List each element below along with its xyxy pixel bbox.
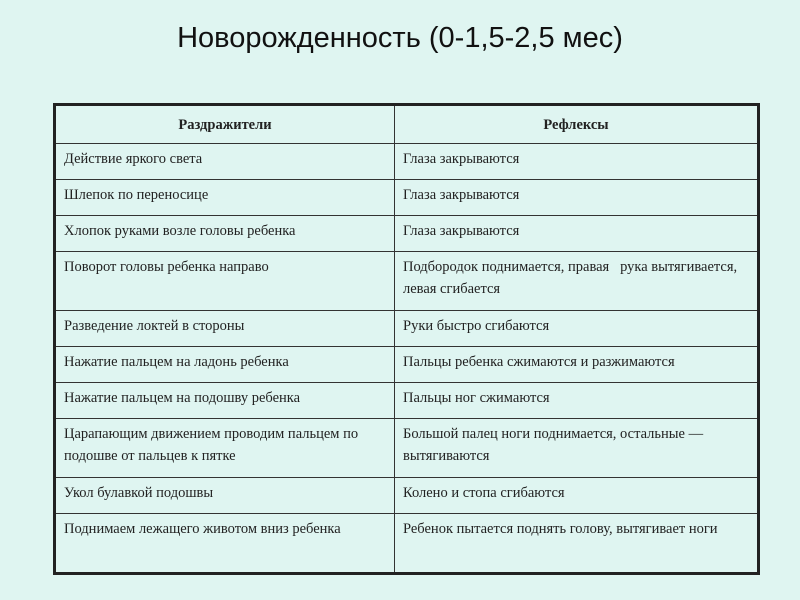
stimulus-cell: Поворот головы ребенка направо — [55, 252, 395, 311]
stimulus-cell: Хлопок руками возле головы ребенка — [55, 216, 395, 252]
table-row — [55, 180, 759, 216]
table-row — [55, 419, 759, 478]
slide-title: Новорожденность (0-1,5-2,5 мес) — [177, 22, 623, 54]
stimulus-cell: Царапающим движением проводим пальцем по подошве от пальцев к пятке — [55, 419, 395, 478]
reflex-cell: Руки быстро сгибаются — [395, 311, 759, 347]
reflex-cell: Подбородок поднимается, правая рука вытягивается, левая сгибается — [395, 252, 759, 311]
reflex-cell: Пальцы ребенка сжимаются и разжимаются — [395, 347, 759, 383]
reflex-cell: Глаза закрываются — [395, 144, 759, 180]
header-stimuli: Раздражители — [55, 105, 395, 144]
reflex-cell: Глаза закрываются — [395, 216, 759, 252]
table-row — [55, 478, 759, 514]
table-row — [55, 252, 759, 311]
stimulus-cell: Разведение локтей в стороны — [55, 311, 395, 347]
stimulus-cell: Шлепок по переносице — [55, 180, 395, 216]
stimulus-cell: Действие яркого света — [55, 144, 395, 180]
table-header-row — [55, 105, 759, 144]
reflex-cell: Глаза закрываются — [395, 180, 759, 216]
reflex-cell: Колено и стопа сгибаются — [395, 478, 759, 514]
stimulus-cell: Поднимаем лежащего животом вниз ребенка — [55, 514, 395, 574]
header-reflexes: Рефлексы — [395, 105, 759, 144]
stimulus-cell: Нажатие пальцем на ладонь ребенка — [55, 347, 395, 383]
table-row — [55, 144, 759, 180]
reflex-cell: Ребенок пытается поднять голову, вытягивает ноги — [395, 514, 759, 574]
reflex-cell: Пальцы ног сжимаются — [395, 383, 759, 419]
table-row — [55, 514, 759, 574]
table-row — [55, 216, 759, 252]
stimulus-cell: Нажатие пальцем на подошву ребенка — [55, 383, 395, 419]
table-row — [55, 383, 759, 419]
stimulus-cell: Укол булавкой подошвы — [55, 478, 395, 514]
table-row — [55, 311, 759, 347]
reflex-table — [53, 103, 760, 575]
table-row — [55, 347, 759, 383]
reflex-cell: Большой палец ноги поднимается, остальные — вытягиваются — [395, 419, 759, 478]
